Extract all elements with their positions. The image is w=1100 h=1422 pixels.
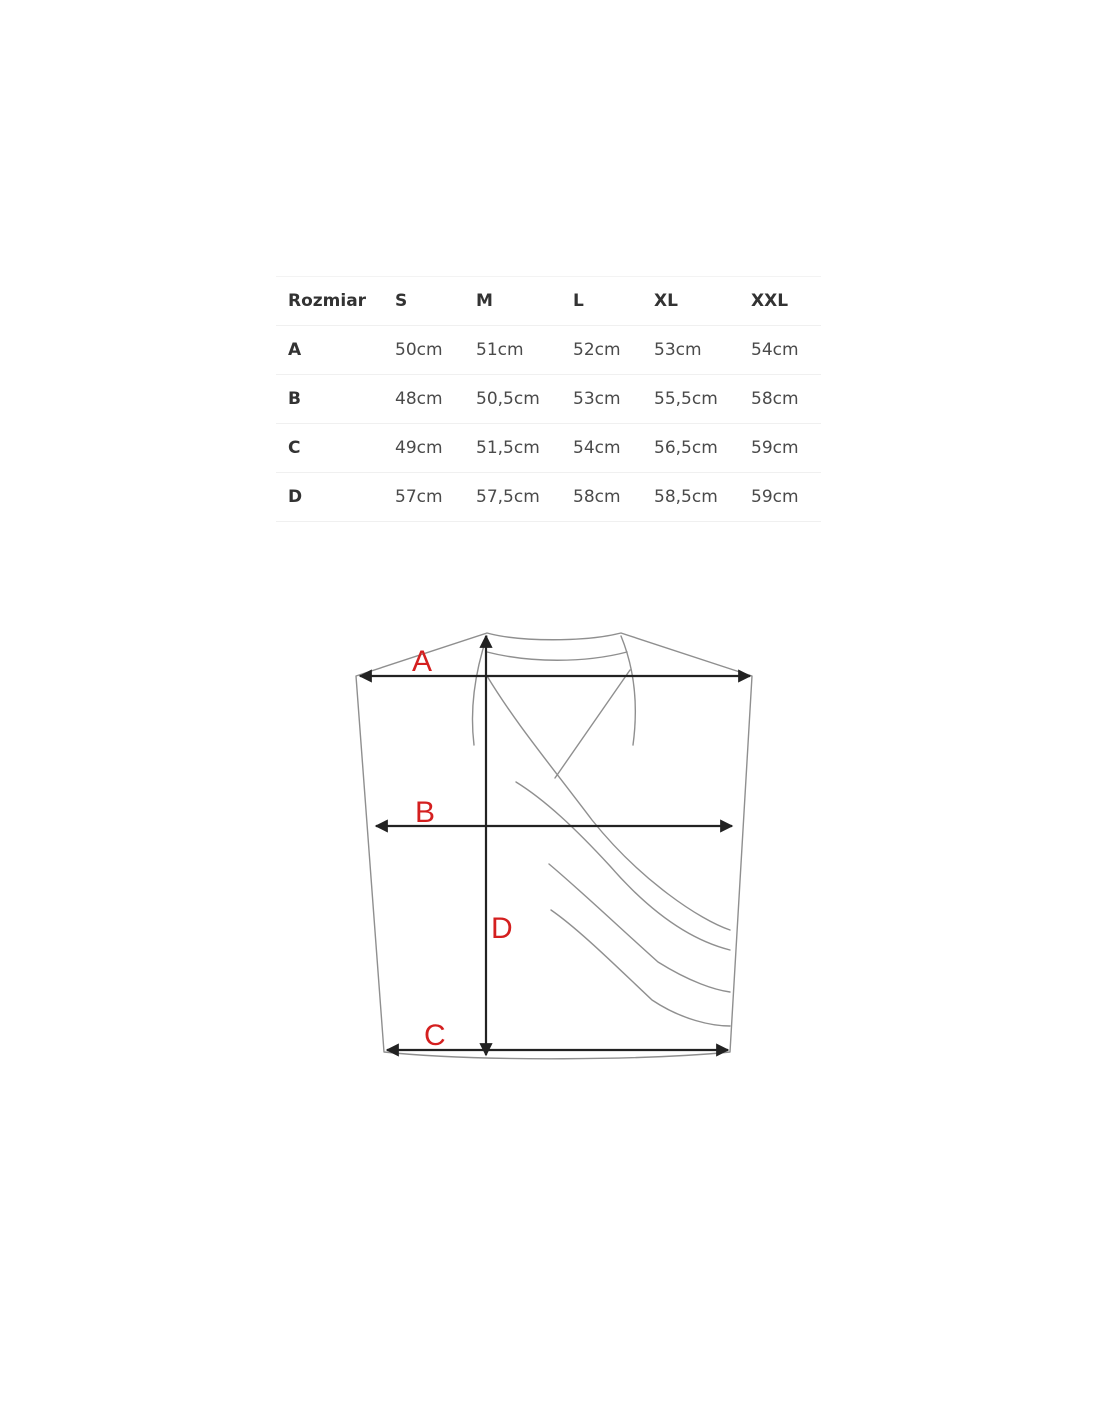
table-cell: 59cm (751, 424, 821, 473)
table-cell: 59cm (751, 473, 821, 522)
row-label: C (276, 424, 395, 473)
garment-outline (356, 633, 752, 1059)
table-cell: 53cm (573, 375, 654, 424)
row-label: B (276, 375, 395, 424)
measurement-lines (360, 636, 750, 1055)
wrap-neckline-right (555, 670, 630, 778)
table-cell: 50,5cm (476, 375, 573, 424)
header-size-xl: XL (654, 277, 751, 326)
table-cell: 50cm (395, 326, 476, 375)
header-size-m: M (476, 277, 573, 326)
table-cell: 49cm (395, 424, 476, 473)
table-cell: 48cm (395, 375, 476, 424)
collar-left-side (473, 636, 487, 745)
wrap-fold-line-3 (551, 910, 730, 1026)
row-label: A (276, 326, 395, 375)
table-cell: 57,5cm (476, 473, 573, 522)
header-size-s: S (395, 277, 476, 326)
wrap-fold-line-2 (549, 864, 730, 992)
table-cell: 52cm (573, 326, 654, 375)
header-size-l: L (573, 277, 654, 326)
table-cell: 58cm (573, 473, 654, 522)
wrap-fold-line-1 (516, 782, 730, 950)
table-cell: 54cm (573, 424, 654, 473)
label-c: C (424, 1019, 446, 1052)
table-cell: 58cm (751, 375, 821, 424)
table-cell: 54cm (751, 326, 821, 375)
table-cell: 51cm (476, 326, 573, 375)
table-cell: 56,5cm (654, 424, 751, 473)
row-label: D (276, 473, 395, 522)
measurement-labels (412, 645, 513, 1052)
collar-curve (487, 652, 627, 660)
table-cell: 55,5cm (654, 375, 751, 424)
table-cell: 57cm (395, 473, 476, 522)
label-a: A (412, 645, 433, 678)
table-cell: 53cm (654, 326, 751, 375)
wrap-neckline-left (487, 676, 730, 930)
header-rozmiar: Rozmiar (276, 277, 395, 326)
header-size-xxl: XXL (751, 277, 821, 326)
garment-body-outline (356, 633, 752, 1059)
table-cell: 58,5cm (654, 473, 751, 522)
label-b: B (415, 796, 436, 829)
label-d: D (491, 912, 513, 945)
table-cell: 51,5cm (476, 424, 573, 473)
